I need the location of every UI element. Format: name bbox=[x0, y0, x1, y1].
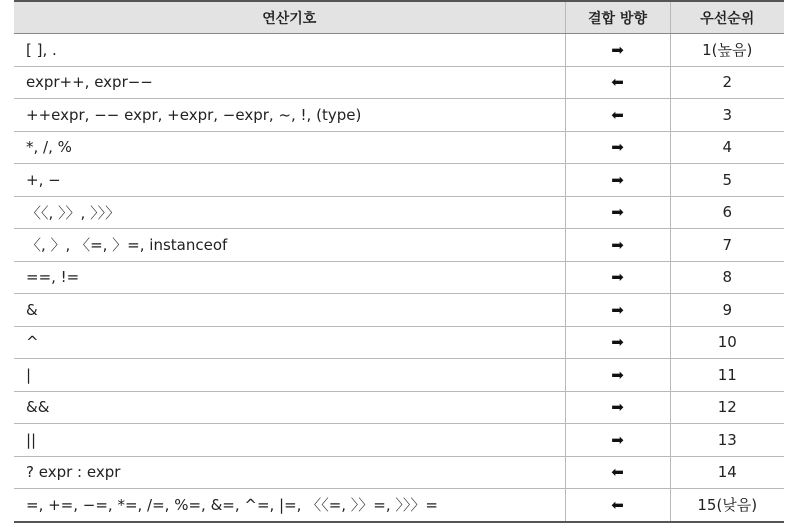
table-row bbox=[14, 66, 784, 99]
right-arrow-icon: ➡ bbox=[611, 300, 624, 319]
right-arrow-icon: ➡ bbox=[611, 398, 624, 417]
operator-symbols: expr++, expr−− bbox=[14, 66, 565, 99]
associativity-cell bbox=[565, 99, 670, 132]
table-row bbox=[14, 196, 784, 229]
right-arrow-icon: ➡ bbox=[611, 333, 624, 352]
priority-value: 9 bbox=[670, 294, 784, 327]
associativity-cell bbox=[565, 294, 670, 327]
priority-value: 14 bbox=[670, 456, 784, 489]
table-row bbox=[14, 164, 784, 197]
associativity-cell bbox=[565, 489, 670, 522]
associativity-cell bbox=[565, 326, 670, 359]
associativity-cell bbox=[565, 34, 670, 67]
right-arrow-icon: ➡ bbox=[611, 430, 624, 449]
operator-symbols: *, /, % bbox=[14, 131, 565, 164]
right-arrow-icon: ➡ bbox=[611, 138, 624, 157]
table-row bbox=[14, 391, 784, 424]
table-row bbox=[14, 229, 784, 262]
header-priority: 우선순위 bbox=[670, 1, 784, 34]
operator-symbols: 〈〈, 〉〉, 〉〉〉 bbox=[14, 196, 565, 229]
table-row bbox=[14, 359, 784, 392]
right-arrow-icon: ➡ bbox=[611, 40, 624, 59]
operator-symbols: ^ bbox=[14, 326, 565, 359]
priority-value: 10 bbox=[670, 326, 784, 359]
left-arrow-icon: ⬅ bbox=[611, 73, 624, 92]
right-arrow-icon: ➡ bbox=[611, 170, 624, 189]
associativity-cell bbox=[565, 424, 670, 457]
header-row bbox=[14, 1, 784, 34]
left-arrow-icon: ⬅ bbox=[611, 105, 624, 124]
priority-value: 11 bbox=[670, 359, 784, 392]
priority-value: 8 bbox=[670, 261, 784, 294]
table-row bbox=[14, 131, 784, 164]
associativity-cell bbox=[565, 131, 670, 164]
operator-symbols: [ ], . bbox=[14, 34, 565, 67]
right-arrow-icon: ➡ bbox=[611, 235, 624, 254]
priority-value: 7 bbox=[670, 229, 784, 262]
priority-value: 2 bbox=[670, 66, 784, 99]
associativity-cell bbox=[565, 66, 670, 99]
operator-symbols: && bbox=[14, 391, 565, 424]
operator-symbols: 〈, 〉, 〈=, 〉=, instanceof bbox=[14, 229, 565, 262]
table-row bbox=[14, 34, 784, 67]
header-direction: 결합 방향 bbox=[565, 1, 670, 34]
right-arrow-icon: ➡ bbox=[611, 365, 624, 384]
table-row bbox=[14, 294, 784, 327]
table-row bbox=[14, 456, 784, 489]
right-arrow-icon: ➡ bbox=[611, 203, 624, 222]
operator-symbols: | bbox=[14, 359, 565, 392]
priority-value: 12 bbox=[670, 391, 784, 424]
right-arrow-icon: ➡ bbox=[611, 268, 624, 287]
priority-value: 4 bbox=[670, 131, 784, 164]
priority-value: 5 bbox=[670, 164, 784, 197]
header-symbol: 연산기호 bbox=[14, 1, 565, 34]
operator-symbols: ? expr : expr bbox=[14, 456, 565, 489]
operator-symbols: & bbox=[14, 294, 565, 327]
table-row bbox=[14, 99, 784, 132]
priority-value: 3 bbox=[670, 99, 784, 132]
associativity-cell bbox=[565, 261, 670, 294]
associativity-cell bbox=[565, 196, 670, 229]
operator-symbols: ++expr, −− expr, +expr, −expr, ~, !, (type) bbox=[14, 99, 565, 132]
operator-symbols: =, +=, −=, *=, /=, %=, &=, ^=, |=, 〈〈=, 〉〉=, 〉〉〉= bbox=[14, 489, 565, 522]
operator-symbols: +, − bbox=[14, 164, 565, 197]
operator-symbols: || bbox=[14, 424, 565, 457]
priority-value: 13 bbox=[670, 424, 784, 457]
priority-value: 6 bbox=[670, 196, 784, 229]
associativity-cell bbox=[565, 391, 670, 424]
priority-value: 1(높음) bbox=[670, 34, 784, 67]
left-arrow-icon: ⬅ bbox=[611, 463, 624, 482]
table-row bbox=[14, 261, 784, 294]
left-arrow-icon: ⬅ bbox=[611, 495, 624, 514]
priority-value: 15(낮음) bbox=[670, 489, 784, 522]
operator-symbols: ==, != bbox=[14, 261, 565, 294]
associativity-cell bbox=[565, 229, 670, 262]
table-row bbox=[14, 326, 784, 359]
table-row bbox=[14, 424, 784, 457]
table-row bbox=[14, 489, 784, 522]
associativity-cell bbox=[565, 164, 670, 197]
operator-precedence-table bbox=[14, 0, 784, 523]
associativity-cell bbox=[565, 359, 670, 392]
associativity-cell bbox=[565, 456, 670, 489]
